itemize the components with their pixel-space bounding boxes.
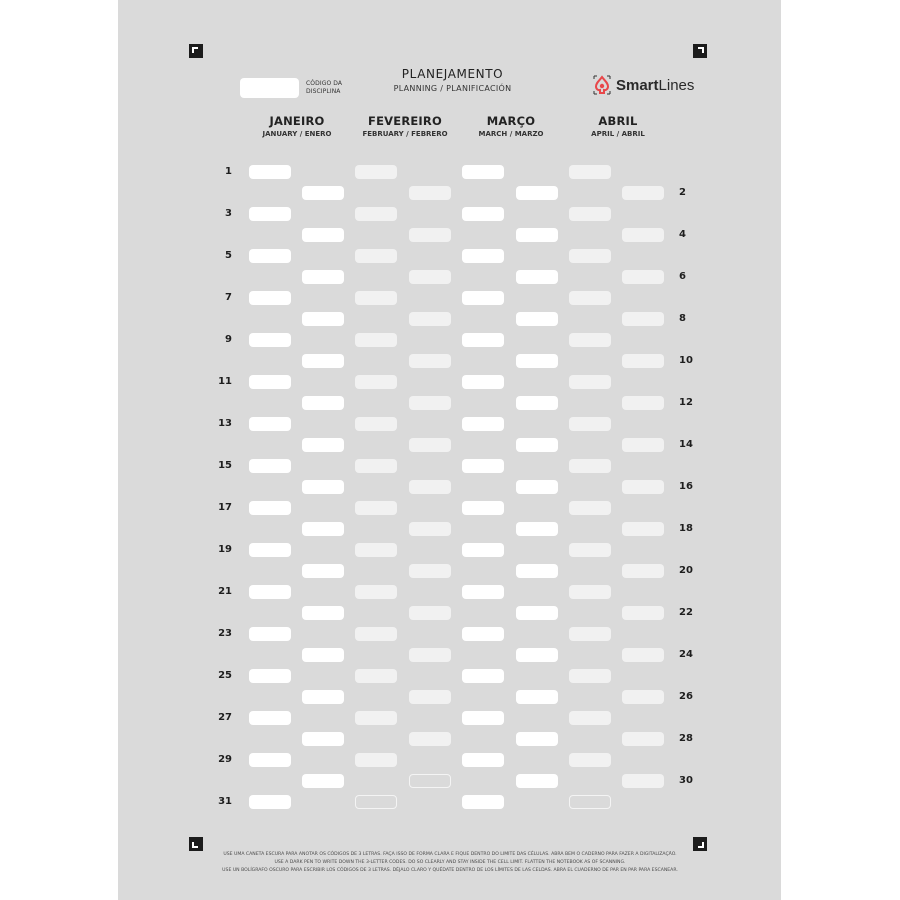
day-cell-april-1[interactable] xyxy=(569,165,611,179)
smartlines-logo xyxy=(592,74,694,96)
day-cell-april-27[interactable] xyxy=(569,711,611,725)
day-cell-march-14[interactable] xyxy=(516,438,558,452)
day-number: 23 xyxy=(218,628,232,639)
day-cell-january-21[interactable] xyxy=(249,585,291,599)
day-cell-march-31[interactable] xyxy=(462,795,504,809)
day-cell-january-1[interactable] xyxy=(249,165,291,179)
day-cell-march-24[interactable] xyxy=(516,648,558,662)
day-cell-february-19[interactable] xyxy=(355,543,397,557)
day-number: 4 xyxy=(679,229,686,240)
day-cell-march-28[interactable] xyxy=(516,732,558,746)
day-cell-march-30[interactable] xyxy=(516,774,558,788)
corner-marker-top-right xyxy=(693,44,707,58)
day-cell-april-23[interactable] xyxy=(569,627,611,641)
day-cell-april-11[interactable] xyxy=(569,375,611,389)
day-cell-april-28[interactable] xyxy=(622,732,664,746)
day-cell-april-14[interactable] xyxy=(622,438,664,452)
day-cell-february-28[interactable] xyxy=(409,732,451,746)
day-cell-february-3[interactable] xyxy=(355,207,397,221)
day-cell-april-21[interactable] xyxy=(569,585,611,599)
day-cell-january-19[interactable] xyxy=(249,543,291,557)
instructions-footer xyxy=(190,851,710,875)
day-cell-february-18[interactable] xyxy=(409,522,451,536)
spade-logo-icon xyxy=(592,74,612,96)
day-cell-january-20[interactable] xyxy=(302,564,344,578)
day-number: 16 xyxy=(679,481,693,492)
day-number: 9 xyxy=(225,334,232,345)
day-number: 18 xyxy=(679,523,693,534)
discipline-code-field[interactable] xyxy=(240,78,299,98)
day-cell-march-20[interactable] xyxy=(516,564,558,578)
day-cell-march-9[interactable] xyxy=(462,333,504,347)
day-cell-january-25[interactable] xyxy=(249,669,291,683)
day-cell-february-23[interactable] xyxy=(355,627,397,641)
day-cell-january-3[interactable] xyxy=(249,207,291,221)
day-cell-april-3[interactable] xyxy=(569,207,611,221)
month-header-march xyxy=(456,114,566,138)
day-number: 13 xyxy=(218,418,232,429)
day-cell-february-16[interactable] xyxy=(409,480,451,494)
month-name: MARÇO xyxy=(486,114,536,128)
day-cell-january-27[interactable] xyxy=(249,711,291,725)
day-cell-april-2[interactable] xyxy=(622,186,664,200)
day-cell-january-2[interactable] xyxy=(302,186,344,200)
logo-light: Lines xyxy=(658,76,695,94)
day-number: 6 xyxy=(679,271,686,282)
day-cell-february-2[interactable] xyxy=(409,186,451,200)
day-number: 2 xyxy=(679,187,686,198)
day-cell-march-27[interactable] xyxy=(462,711,504,725)
day-cell-april-29[interactable] xyxy=(569,753,611,767)
instructions-en: USE A DARK PEN TO WRITE DOWN THE 3-LETTER CODES. DO SO CLEARLY AND STAY INSIDE THE CELL LIMIT. FLATTEN THE NOTEBOOK AS OF SCANNING. xyxy=(274,860,626,865)
day-cell-january-16[interactable] xyxy=(302,480,344,494)
month-name: JANEIRO xyxy=(269,114,325,128)
discipline-code-label xyxy=(306,80,342,96)
month-translation: APRIL / ABRIL xyxy=(591,130,645,138)
day-cell-march-19[interactable] xyxy=(462,543,504,557)
day-number: 1 xyxy=(225,166,232,177)
day-cell-january-24[interactable] xyxy=(302,648,344,662)
day-cell-february-6[interactable] xyxy=(409,270,451,284)
month-name: ABRIL xyxy=(598,114,638,128)
day-cell-march-5[interactable] xyxy=(462,249,504,263)
day-cell-february-13[interactable] xyxy=(355,417,397,431)
day-cell-february-7[interactable] xyxy=(355,291,397,305)
day-cell-february-24[interactable] xyxy=(409,648,451,662)
day-cell-february-1[interactable] xyxy=(355,165,397,179)
day-cell-april-6[interactable] xyxy=(622,270,664,284)
day-number: 10 xyxy=(679,355,693,366)
day-cell-january-31[interactable] xyxy=(249,795,291,809)
day-cell-april-9[interactable] xyxy=(569,333,611,347)
day-cell-march-22[interactable] xyxy=(516,606,558,620)
day-number: 15 xyxy=(218,460,232,471)
day-cell-february-25[interactable] xyxy=(355,669,397,683)
day-cell-april-31[interactable] xyxy=(569,795,611,809)
day-number: 30 xyxy=(679,775,693,786)
day-cell-april-18[interactable] xyxy=(622,522,664,536)
day-cell-january-9[interactable] xyxy=(249,333,291,347)
day-cell-february-4[interactable] xyxy=(409,228,451,242)
day-cell-february-17[interactable] xyxy=(355,501,397,515)
day-cell-april-30[interactable] xyxy=(622,774,664,788)
day-cell-april-16[interactable] xyxy=(622,480,664,494)
day-cell-february-12[interactable] xyxy=(409,396,451,410)
day-cell-march-4[interactable] xyxy=(516,228,558,242)
day-cell-january-29[interactable] xyxy=(249,753,291,767)
day-cell-february-14[interactable] xyxy=(409,438,451,452)
day-cell-february-26[interactable] xyxy=(409,690,451,704)
day-cell-march-21[interactable] xyxy=(462,585,504,599)
day-cell-february-11[interactable] xyxy=(355,375,397,389)
day-cell-january-5[interactable] xyxy=(249,249,291,263)
day-cell-april-8[interactable] xyxy=(622,312,664,326)
code-label-line1: CÓDIGO DA xyxy=(306,80,343,87)
day-number: 17 xyxy=(218,502,232,513)
instructions-pt: USE UMA CANETA ESCURA PARA ANOTAR OS CÓDIGOS DE 3 LETRAS. FAÇA ISSO DE FORMA CLARA E FIQUE DENTRO DO LIMITE DAS CÉLULAS. ABRA BEM O CADERNO PARA FAZER A DIGITALIZAÇÃO. xyxy=(223,852,677,857)
page-title: PLANEJAMENTO xyxy=(401,67,504,81)
day-number: 21 xyxy=(218,586,232,597)
month-translation: FEBRUARY / FEBRERO xyxy=(362,130,448,138)
day-cell-april-15[interactable] xyxy=(569,459,611,473)
day-cell-january-26[interactable] xyxy=(302,690,344,704)
day-number: 7 xyxy=(225,292,232,303)
day-cell-march-6[interactable] xyxy=(516,270,558,284)
day-number: 26 xyxy=(679,691,693,702)
day-cell-january-23[interactable] xyxy=(249,627,291,641)
day-number: 11 xyxy=(218,376,232,387)
day-number: 3 xyxy=(225,208,232,219)
day-cell-march-7[interactable] xyxy=(462,291,504,305)
day-number: 22 xyxy=(679,607,693,618)
day-cell-february-9[interactable] xyxy=(355,333,397,347)
month-header-february xyxy=(350,114,460,138)
day-cell-february-21[interactable] xyxy=(355,585,397,599)
day-cell-march-12[interactable] xyxy=(516,396,558,410)
day-cell-march-16[interactable] xyxy=(516,480,558,494)
day-cell-january-15[interactable] xyxy=(249,459,291,473)
logo-wordmark xyxy=(616,77,694,94)
day-cell-march-11[interactable] xyxy=(462,375,504,389)
day-cell-april-24[interactable] xyxy=(622,648,664,662)
page-subtitle: PLANNING / PLANIFICACIÓN xyxy=(393,84,512,93)
day-number: 24 xyxy=(679,649,693,660)
day-cell-february-27[interactable] xyxy=(355,711,397,725)
day-cell-april-10[interactable] xyxy=(622,354,664,368)
day-cell-april-12[interactable] xyxy=(622,396,664,410)
month-name: FEVEREIRO xyxy=(368,114,442,128)
day-cell-april-25[interactable] xyxy=(569,669,611,683)
day-cell-february-29[interactable] xyxy=(355,753,397,767)
day-cell-february-20[interactable] xyxy=(409,564,451,578)
day-cell-april-20[interactable] xyxy=(622,564,664,578)
day-number: 12 xyxy=(679,397,693,408)
day-cell-april-7[interactable] xyxy=(569,291,611,305)
corner-marker-bottom-left xyxy=(189,837,203,851)
day-cell-april-4[interactable] xyxy=(622,228,664,242)
day-cell-april-13[interactable] xyxy=(569,417,611,431)
day-cell-march-26[interactable] xyxy=(516,690,558,704)
day-cell-february-22[interactable] xyxy=(409,606,451,620)
day-cell-january-10[interactable] xyxy=(302,354,344,368)
day-cell-february-15[interactable] xyxy=(355,459,397,473)
day-cell-march-2[interactable] xyxy=(516,186,558,200)
month-header-april xyxy=(563,114,673,138)
month-translation: MARCH / MARZO xyxy=(478,130,544,138)
day-cell-february-31[interactable] xyxy=(355,795,397,809)
day-cell-january-28[interactable] xyxy=(302,732,344,746)
day-cell-january-12[interactable] xyxy=(302,396,344,410)
day-cell-march-29[interactable] xyxy=(462,753,504,767)
day-cell-march-8[interactable] xyxy=(516,312,558,326)
day-number: 14 xyxy=(679,439,693,450)
day-cell-march-1[interactable] xyxy=(462,165,504,179)
day-cell-march-13[interactable] xyxy=(462,417,504,431)
month-header-january xyxy=(242,114,352,138)
day-cell-march-15[interactable] xyxy=(462,459,504,473)
day-cell-january-13[interactable] xyxy=(249,417,291,431)
day-cell-march-17[interactable] xyxy=(462,501,504,515)
day-cell-january-14[interactable] xyxy=(302,438,344,452)
day-cell-march-18[interactable] xyxy=(516,522,558,536)
day-cell-march-23[interactable] xyxy=(462,627,504,641)
corner-marker-top-left xyxy=(189,44,203,58)
day-cell-february-8[interactable] xyxy=(409,312,451,326)
day-number: 8 xyxy=(679,313,686,324)
day-number: 25 xyxy=(218,670,232,681)
day-number: 31 xyxy=(218,796,232,807)
day-cell-april-17[interactable] xyxy=(569,501,611,515)
day-cell-january-17[interactable] xyxy=(249,501,291,515)
corner-marker-bottom-right xyxy=(693,837,707,851)
day-number: 28 xyxy=(679,733,693,744)
month-translation: JANUARY / ENERO xyxy=(262,130,332,138)
day-cell-march-3[interactable] xyxy=(462,207,504,221)
day-cell-january-18[interactable] xyxy=(302,522,344,536)
day-number: 27 xyxy=(218,712,232,723)
code-label-line2: DISCIPLINA xyxy=(306,88,341,95)
day-cell-february-30[interactable] xyxy=(409,774,451,788)
day-number: 5 xyxy=(225,250,232,261)
day-cell-january-4[interactable] xyxy=(302,228,344,242)
day-cell-january-6[interactable] xyxy=(302,270,344,284)
day-cell-april-19[interactable] xyxy=(569,543,611,557)
day-cell-february-10[interactable] xyxy=(409,354,451,368)
day-number: 29 xyxy=(218,754,232,765)
day-cell-january-11[interactable] xyxy=(249,375,291,389)
day-cell-january-8[interactable] xyxy=(302,312,344,326)
instructions-es: USE UN BOLÍGRAFO OSCURO PARA ESCRIBIR LOS CÓDIGOS DE 3 LETRAS. DÉJALO CLARO Y QUÉDATE DENTRO DE LOS LÍMITES DE LAS CELDAS. ABRA EL CUADERNO DE PAR EN PAR PARA ESCANEAR. xyxy=(222,868,678,873)
day-cell-february-5[interactable] xyxy=(355,249,397,263)
day-cell-april-22[interactable] xyxy=(622,606,664,620)
day-cell-march-10[interactable] xyxy=(516,354,558,368)
day-cell-april-26[interactable] xyxy=(622,690,664,704)
day-number: 19 xyxy=(218,544,232,555)
day-cell-january-7[interactable] xyxy=(249,291,291,305)
day-cell-january-30[interactable] xyxy=(302,774,344,788)
logo-bold: Smart xyxy=(616,76,659,94)
day-number: 20 xyxy=(679,565,693,576)
day-cell-march-25[interactable] xyxy=(462,669,504,683)
day-cell-january-22[interactable] xyxy=(302,606,344,620)
day-cell-april-5[interactable] xyxy=(569,249,611,263)
